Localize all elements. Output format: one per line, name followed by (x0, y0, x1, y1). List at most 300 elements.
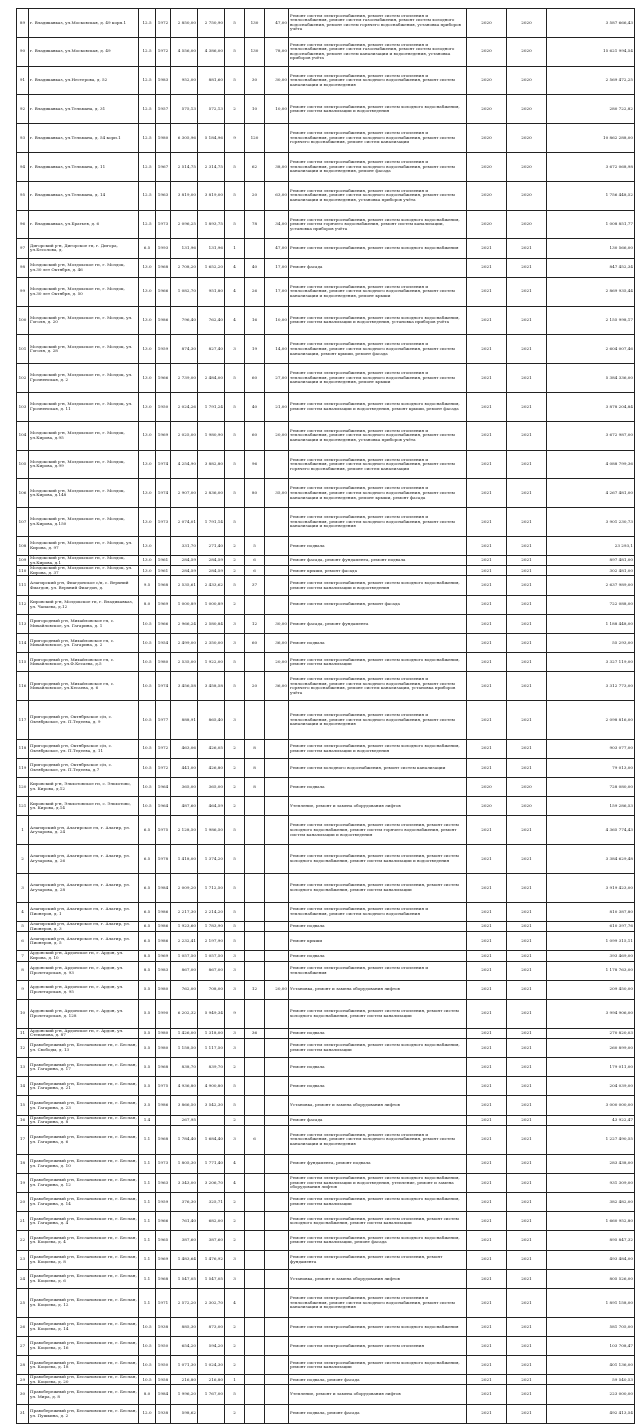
living-area-cell: 867,00 (198, 961, 225, 980)
start-year-cell: 2021 (467, 364, 507, 393)
table-row (17, 653, 635, 672)
parameter-cell: 9.5 (139, 576, 156, 595)
row-number: 18 (17, 1154, 29, 1173)
cost-cell: 581 705,00 (547, 1317, 635, 1336)
end-year-cell: 2021 (507, 980, 547, 999)
residents-cell (245, 921, 265, 931)
year-built-cell: 1959 (156, 1192, 171, 1211)
works-cell: Ремонт фундамента, ремонт подвала (289, 1154, 467, 1173)
table-row (17, 258, 635, 277)
table-row (17, 701, 635, 739)
start-year-cell: 2021 (467, 306, 507, 335)
works-cell: Ремонт подвала (289, 536, 467, 555)
address-cell: Пригородный р-н, Октябрьское с/п, с. Октябрьское, ул. П.Тедеева, д. 9 (29, 701, 139, 739)
cost-cell: 4 088 799,36 (547, 450, 635, 479)
total-area-cell: 2 074,01 (171, 508, 198, 537)
residents-cell: 96 (245, 450, 265, 479)
floors-cell: 2 (225, 1192, 245, 1211)
floors-cell: 3 (225, 961, 245, 980)
total-area-cell: 6 202,32 (171, 999, 198, 1028)
floors-cell: 4 (225, 277, 245, 306)
table-row (17, 66, 635, 95)
works-cell: Ремонт систем электроснабжения, ремонт систем отопления и теплоснабжения, ремонт систем холодного водоснабжения, ремонт систем канализации и водоотведения (289, 66, 467, 95)
units-cell: 47,00 (265, 9, 289, 38)
year-built-cell: 1978 (156, 845, 171, 874)
start-year-cell: 2020 (467, 66, 507, 95)
floors-cell: 2 (225, 1336, 245, 1355)
row-number: 104 (17, 421, 29, 450)
living-area-cell: 3 882,80 (198, 450, 225, 479)
start-year-cell: 2021 (467, 653, 507, 672)
address-cell: Моздокский р-н, Моздокское гп, г. Моздок, ул.Кирова, д.150 (29, 508, 139, 537)
end-year-cell: 2021 (507, 364, 547, 393)
address-cell: Ардонский р-н, Ардонское гп, г. Ардон, ул. Кирова, д. 10 (29, 951, 139, 961)
cost-cell: 3 901 230,73 (547, 508, 635, 537)
living-area-cell: 284,59 (198, 556, 225, 566)
works-cell: Ремонт систем электроснабжения, ремонт фасада (289, 595, 467, 614)
living-area-cell: 5 949,34 (198, 999, 225, 1028)
parameter-cell: 10.5 (139, 1336, 156, 1355)
parameter-cell: 13.0 (139, 277, 156, 306)
residents-cell (245, 1154, 265, 1173)
total-area-cell: 1 000,89 (171, 595, 198, 614)
units-cell: 17,00 (265, 277, 289, 306)
units-cell (265, 124, 289, 153)
table-row (17, 1192, 635, 1211)
table-row (17, 739, 635, 758)
address-cell: Алагирский р-н, Алагирское гп, г. Алагир, ул. Пионеров, д. 5 (29, 932, 139, 951)
start-year-cell: 2021 (467, 614, 507, 633)
living-area-cell: 682,00 (198, 1212, 225, 1231)
table-row (17, 1028, 635, 1038)
living-area-cell: 1 547,05 (198, 1269, 225, 1288)
start-year-cell: 2021 (467, 576, 507, 595)
total-area-cell: 1 158,50 (171, 1038, 198, 1057)
year-built-cell: 1968 (156, 1058, 171, 1077)
year-built-cell: 1973 (156, 1154, 171, 1173)
works-cell: Ремонт подвала (289, 1058, 467, 1077)
floors-cell: 4 (225, 1154, 245, 1173)
residents-cell: 120 (245, 124, 265, 153)
parameter-cell: 13.0 (139, 479, 156, 508)
parameter-cell: 13.0 (139, 536, 156, 555)
living-area-cell: 1 980,90 (198, 421, 225, 450)
works-cell: Ремонт систем электроснабжения, ремонт систем отопления и теплоснабжения, ремонт систем газоснабжения, ремонт систем холодного водоснабжения, ремонт систем канализации и водоотведения, установка приборов учёта (289, 37, 467, 66)
address-cell: Моздокский р-н, Моздокское гп, г. Моздок, ул. Гоголя, д. 20 (29, 306, 139, 335)
parameter-cell: 10.5 (139, 653, 156, 672)
parameter-cell: 5.5 (139, 999, 156, 1028)
residents-cell (245, 873, 265, 902)
cost-cell: 15 621 994,54 (547, 37, 635, 66)
floors-cell: 1 (225, 1375, 245, 1385)
end-year-cell: 2020 (507, 95, 547, 124)
residents-cell (245, 1192, 265, 1211)
table-row (17, 306, 635, 335)
cost-cell: 159 286,53 (547, 797, 635, 816)
works-cell: Ремонт систем электроснабжения, ремонт систем отопления и теплоснабжения, ремонт систем холодного водоснабжения, ремонт систем горячего водоснабжения, ремонт систем канализации, установка приборов учёта (289, 672, 467, 701)
address-cell: Алагирский р-н, Алагирское гп, г. Алагир, ул. Агузарова, д. 28 (29, 873, 139, 902)
row-number: 26 (17, 1317, 29, 1336)
total-area-cell: 3 343,00 (171, 1173, 198, 1192)
address-cell: Кировский р-н, Эльхотовское гп, с. Эльхотово, ул. Кирова, д.12 (29, 777, 139, 796)
end-year-cell: 2021 (507, 1231, 547, 1250)
living-area-cell: 426,80 (198, 758, 225, 777)
start-year-cell: 2021 (467, 239, 507, 258)
floors-cell: 5 (225, 653, 245, 672)
residents-cell (245, 999, 265, 1028)
start-year-cell: 2021 (467, 556, 507, 566)
residents-cell (245, 1250, 265, 1269)
row-number: 97 (17, 239, 29, 258)
units-cell: 63,00 (265, 181, 289, 210)
end-year-cell: 2020 (507, 66, 547, 95)
row-number: 114 (17, 634, 29, 653)
works-cell: Ремонт систем электроснабжения, ремонт систем отопления и теплоснабжения, ремонт систем холодного водоснабжения, ремонт систем канализации и водоотведения, ремонт крыши (289, 364, 467, 393)
units-cell (265, 1385, 289, 1404)
units-cell (265, 873, 289, 902)
units-cell (265, 845, 289, 874)
address-cell: Правобережный р-н, Беслановское гп, г. Беслан, ул. Свободы, д. 13 (29, 1038, 139, 1057)
end-year-cell: 2021 (507, 672, 547, 701)
table-row (17, 1250, 635, 1269)
table-row (17, 124, 635, 153)
units-cell: 36,00 (265, 672, 289, 701)
works-cell: Ремонт систем электроснабжения, ремонт систем отопления, ремонт фундамента (289, 1250, 467, 1269)
residents-cell: 6 (245, 1125, 265, 1154)
year-built-cell: 1984 (156, 1385, 171, 1404)
total-area-cell: 874,30 (171, 335, 198, 364)
end-year-cell: 2021 (507, 239, 547, 258)
row-number: 23 (17, 1250, 29, 1269)
address-cell: Моздокский р-н, Моздокское гп, г. Моздок, ул.30 лет Октября, д. 46 (29, 258, 139, 277)
row-number: 24 (17, 1269, 29, 1288)
units-cell (265, 1028, 289, 1038)
parameter-cell: 13.0 (139, 392, 156, 421)
works-cell: Ремонт систем электроснабжения, ремонт систем отопления и теплоснабжения, ремонт систем газоснабжения, ремонт систем холодного водоснабжения, ремонт систем горячего водоснабжения, установка приборов учёта (289, 9, 467, 38)
units-cell: 30,00 (265, 66, 289, 95)
total-area-cell: 2 907,00 (171, 479, 198, 508)
address-cell: Правобережный р-н, Беслановское гп, г. Беслан, ул. Гагарина, д. 10 (29, 1154, 139, 1173)
row-number: 20 (17, 1192, 29, 1211)
parameter-cell: 10.5 (139, 1317, 156, 1336)
row-number: 98 (17, 258, 29, 277)
parameter-cell: 10.5 (139, 1356, 156, 1375)
works-cell: Ремонт систем электроснабжения, ремонт систем холодного водоснабжения, ремонт систем канализации и водоотведения (289, 739, 467, 758)
table-row (17, 1317, 635, 1336)
floors-cell: 5 (225, 152, 245, 181)
cost-cell: 3 312 773,00 (547, 672, 635, 701)
end-year-cell: 2020 (507, 181, 547, 210)
floors-cell: 5 (225, 479, 245, 508)
floors-cell: 5 (225, 1385, 245, 1404)
address-cell: Правобережный р-н, Беслановское гп, г. Беслан, ул. Пушкина, д. 2 (29, 1404, 139, 1423)
total-area-cell: 4 254,90 (171, 450, 198, 479)
row-number: 13 (17, 1058, 29, 1077)
end-year-cell: 2021 (507, 816, 547, 845)
start-year-cell: 2021 (467, 1336, 507, 1355)
table-body (17, 9, 635, 1424)
table-row (17, 1336, 635, 1355)
total-area-cell: 284,59 (171, 556, 198, 566)
end-year-cell: 2021 (507, 873, 547, 902)
end-year-cell: 2021 (507, 1288, 547, 1317)
end-year-cell: 2020 (507, 37, 547, 66)
living-area-cell: 1 024,30 (198, 1356, 225, 1375)
works-cell: Ремонт систем электроснабжения, ремонт систем отопления и теплоснабжения, ремонт систем холодного водоснабжения, ремонт систем канализации и водоотведения, установка приборов учёта (289, 181, 467, 210)
row-number: 7 (17, 951, 29, 961)
address-cell: Пригородный р-н, Михайловское гп, с. Михайловское, ул. Гагарина, д. 1 (29, 614, 139, 633)
total-area-cell: 1 805,30 (171, 1154, 198, 1173)
units-cell (265, 961, 289, 980)
row-number: 11 (17, 1028, 29, 1038)
floors-cell: 2 (225, 556, 245, 566)
row-number: 14 (17, 1077, 29, 1096)
address-cell: Кировский р-н, Моздокское гп, г. Владикавказ, ул. Чапаева, д.12 (29, 595, 139, 614)
total-area-cell: 4 556,00 (171, 37, 198, 66)
table-row (17, 672, 635, 701)
parameter-cell: 1.1 (139, 1125, 156, 1154)
year-built-cell: 1984 (156, 873, 171, 902)
parameter-cell: 8.0 (139, 1385, 156, 1404)
total-area-cell: 1 418,00 (171, 845, 198, 874)
cost-cell: 1 660 952,80 (547, 1212, 635, 1231)
parameter-cell: 10.5 (139, 634, 156, 653)
table-row (17, 335, 635, 364)
row-number: 30 (17, 1385, 29, 1404)
table-row (17, 508, 635, 537)
row-number: 109 (17, 556, 29, 566)
total-area-cell: 2 535,61 (171, 576, 198, 595)
address-cell: Правобережный р-н, Беслановское гп, г. Беслан, ул. Коцоева, д. 4 (29, 1231, 139, 1250)
row-number: 6 (17, 932, 29, 951)
end-year-cell: 2021 (507, 1356, 547, 1375)
year-built-cell: 1980 (156, 1028, 171, 1038)
row-number: 106 (17, 479, 29, 508)
end-year-cell: 2020 (507, 124, 547, 153)
row-number: 5 (17, 921, 29, 931)
residents-cell: 8 (245, 777, 265, 796)
living-area-cell: 881,60 (198, 66, 225, 95)
floors-cell: 3 (225, 701, 245, 739)
units-cell (265, 508, 289, 537)
residents-cell (245, 902, 265, 921)
total-area-cell: 1 071,30 (171, 1356, 198, 1375)
units-cell (265, 1058, 289, 1077)
start-year-cell: 2021 (467, 1269, 507, 1288)
address-cell: Моздокский р-н, Моздокское гп, г. Моздок, ул.Кирова, д.148 (29, 479, 139, 508)
works-cell: Ремонт систем электроснабжения, ремонт систем отопления и теплоснабжения, ремонт систем холодного водоснабжения, ремонт систем канализации и водоотведения (289, 508, 467, 537)
parameter-cell: 12.5 (139, 95, 156, 124)
floors-cell: 1 (225, 239, 245, 258)
address-cell: г. Владикавказ, ул.Тельмана, д. 14 (29, 181, 139, 210)
row-number: 94 (17, 152, 29, 181)
residents-cell: 60 (245, 364, 265, 393)
works-cell: Ремонт систем электроснабжения, ремонт систем холодного водоснабжения, ремонт систем горячего водоснабжения, ремонт систем канализации, установка приборов учёта (289, 210, 467, 239)
works-cell: Установка, ремонт и замена оборудования лифтов (289, 1096, 467, 1115)
residents-cell: 16 (245, 306, 265, 335)
parameter-cell: 12.5 (139, 37, 156, 66)
start-year-cell: 2020 (467, 95, 507, 124)
table-row (17, 239, 635, 258)
residents-cell (245, 701, 265, 739)
units-cell (265, 932, 289, 951)
cost-cell: 805 526,00 (547, 1269, 635, 1288)
year-built-cell: 1969 (156, 421, 171, 450)
end-year-cell: 2021 (507, 1173, 547, 1192)
cost-cell: 3 919 423,00 (547, 873, 635, 902)
residents-cell: 8 (245, 758, 265, 777)
table-row (17, 576, 635, 595)
address-cell: Моздокский р-н, Моздокское гп, г. Моздок, ул. Грозненская, д. 2 (29, 364, 139, 393)
parameter-cell: 1.1 (139, 1173, 156, 1192)
total-area-cell: 1 057,50 (171, 951, 198, 961)
start-year-cell: 2021 (467, 921, 507, 931)
table-row (17, 614, 635, 633)
total-area-cell: 654,20 (171, 1336, 198, 1355)
works-cell: Ремонт систем электроснабжения, ремонт систем отопления, ремонт систем холодного водоснабжения, ремонт систем горячего водоснабжения, ремонт систем канализации и водоотведения (289, 816, 467, 845)
start-year-cell: 2021 (467, 845, 507, 874)
end-year-cell: 2021 (507, 335, 547, 364)
works-cell: Ремонт фасада, ремонт фундамента (289, 614, 467, 633)
address-cell: г. Владикавказ, ул.Московская, д. 49 (29, 37, 139, 66)
start-year-cell: 2021 (467, 1173, 507, 1192)
works-cell: Ремонт систем электроснабжения, ремонт систем холодного водоснабжения (289, 1317, 467, 1336)
units-cell (265, 816, 289, 845)
start-year-cell: 2020 (467, 37, 507, 66)
end-year-cell: 2021 (507, 1038, 547, 1057)
address-cell: г. Владикавказ, ул.Московская, д. 49 корп.1 (29, 9, 139, 38)
table-row (17, 921, 635, 931)
units-cell (265, 1173, 289, 1192)
row-number: 9 (17, 980, 29, 999)
residents-cell (245, 1231, 265, 1250)
start-year-cell: 2021 (467, 816, 507, 845)
floors-cell: 5 (225, 816, 245, 845)
residents-cell: 36 (245, 1028, 265, 1038)
cost-cell: 847 452,34 (547, 258, 635, 277)
year-built-cell: 1986 (156, 306, 171, 335)
parameter-cell: 5.5 (139, 1077, 156, 1096)
year-built-cell: 1958 (156, 1375, 171, 1385)
parameter-cell: 10.5 (139, 797, 156, 816)
total-area-cell: 2 850,00 (171, 9, 198, 38)
year-built-cell: 1968 (156, 1125, 171, 1154)
row-number: 100 (17, 306, 29, 335)
living-area-cell: 839,70 (198, 1058, 225, 1077)
address-cell: Ардонский р-н, Ардонское гп, г. Ардон, ул. Пролетарская, д. 128 (29, 999, 139, 1028)
row-number: 112 (17, 595, 29, 614)
residents-cell: 62 (245, 152, 265, 181)
living-area-cell: 762,40 (198, 306, 225, 335)
residents-cell (245, 1058, 265, 1077)
year-built-cell: 1973 (156, 508, 171, 537)
end-year-cell: 2021 (507, 951, 547, 961)
floors-cell: 2 (225, 566, 245, 576)
start-year-cell: 2021 (467, 1356, 507, 1375)
address-cell: Алагирский р-н, Алагирское гп, г. Алагир, ул. Пионеров, д. 3 (29, 921, 139, 931)
total-area-cell: 2 096,25 (171, 210, 198, 239)
start-year-cell: 2021 (467, 758, 507, 777)
residents-cell: 8 (245, 739, 265, 758)
start-year-cell: 2021 (467, 1058, 507, 1077)
parameter-cell: 13.0 (139, 556, 156, 566)
year-built-cell: 1993 (156, 239, 171, 258)
units-cell: 10,00 (265, 306, 289, 335)
row-number: 29 (17, 1375, 29, 1385)
works-cell: Ремонт систем электроснабжения, ремонт систем холодного водоснабжения, ремонт систем канализации и водоотведения, утепление, ремонт и замена оборудования лифтов (289, 1173, 467, 1192)
total-area-cell: 2 128,50 (171, 816, 198, 845)
floors-cell: 3 (225, 1038, 245, 1057)
year-built-cell: 1983 (156, 961, 171, 980)
year-built-cell (156, 1115, 171, 1125)
floors-cell: 5 (225, 392, 245, 421)
address-cell: Пригородный р-н, Октябрьское с/п, с. Октябрьское, ул. П.Тедеева, д.7 (29, 758, 139, 777)
cost-cell: 3 672 068,98 (547, 152, 635, 181)
start-year-cell: 2021 (467, 672, 507, 701)
table-row (17, 1173, 635, 1192)
works-cell: Ремонт систем электроснабжения, ремонт систем отопления и теплоснабжения, ремонт систем холодного водоснабжения (289, 902, 467, 921)
living-area-cell: 365,00 (198, 777, 225, 796)
table-row (17, 37, 635, 66)
units-cell (265, 1231, 289, 1250)
start-year-cell: 2021 (467, 1404, 507, 1423)
residents-cell (245, 1212, 265, 1231)
residents-cell (245, 1375, 265, 1385)
parameter-cell: 6.5 (139, 932, 156, 951)
cost-cell: 610 397,76 (547, 921, 635, 931)
living-area-cell: 216,80 (198, 1375, 225, 1385)
living-area-cell: 131,96 (198, 239, 225, 258)
units-cell (265, 777, 289, 796)
year-built-cell: 1969 (156, 1250, 171, 1269)
cost-cell: 103 708,47 (547, 1336, 635, 1355)
floors-cell: 5 (225, 181, 245, 210)
end-year-cell: 2021 (507, 1404, 547, 1423)
residents-cell (245, 595, 265, 614)
row-number: 121 (17, 797, 29, 816)
row-number: 92 (17, 95, 29, 124)
units-cell (265, 1356, 289, 1375)
cost-cell: 3 587 666,43 (547, 9, 635, 38)
parameter-cell: 13.0 (139, 421, 156, 450)
residents-cell: 40 (245, 258, 265, 277)
table-row (17, 1115, 635, 1125)
living-area-cell: 5 184,96 (198, 124, 225, 153)
end-year-cell: 2021 (507, 566, 547, 576)
end-year-cell: 2021 (507, 961, 547, 980)
row-number: 116 (17, 672, 29, 701)
units-cell (265, 1288, 289, 1317)
units-cell: 30,00 (265, 614, 289, 633)
table-row (17, 181, 635, 210)
start-year-cell: 2021 (467, 961, 507, 980)
year-built-cell: 1964 (156, 797, 171, 816)
table-row (17, 536, 635, 555)
end-year-cell: 2021 (507, 392, 547, 421)
end-year-cell: 2021 (507, 479, 547, 508)
total-area-cell: 331,70 (171, 536, 198, 555)
end-year-cell: 2021 (507, 614, 547, 633)
total-area-cell: 131,96 (171, 239, 198, 258)
total-area-cell: 2 232,41 (171, 932, 198, 951)
total-area-cell: 2 739,00 (171, 364, 198, 393)
works-cell: Ремонт систем электроснабжения, ремонт систем отопления, ремонт систем холодного водоснабжения, ремонт систем канализации (289, 873, 467, 902)
total-area-cell: 1 923,60 (171, 921, 198, 931)
residents-cell (245, 951, 265, 961)
works-cell: Ремонт подвала (289, 634, 467, 653)
living-area-cell: 1 767,00 (198, 1385, 225, 1404)
residents-cell (245, 816, 265, 845)
